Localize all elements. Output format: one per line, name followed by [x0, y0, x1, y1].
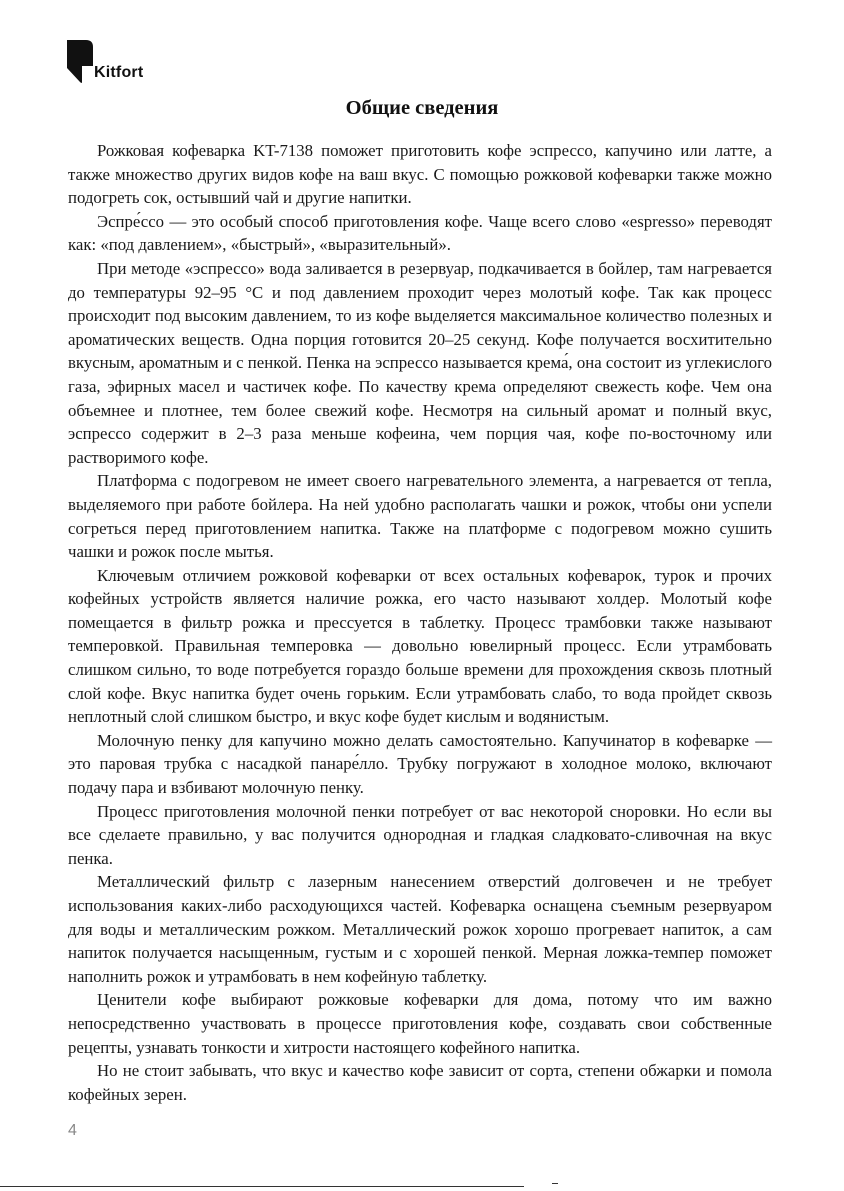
paragraph: Рожковая кофеварка KT-7138 поможет приготовить кофе эспрессо, капучино или латте, а также множество других видов кофе на ваш вкус. С помощью рожковой кофеварки также можно подогреть сок, остывший чай и другие напитки. [68, 141, 772, 208]
page-number: 4 [68, 1122, 77, 1139]
paragraph: Но не стоит забывать, что вкус и качество кофе зависит от сорта, степени обжарки и помола кофейных зерен. [68, 1061, 772, 1104]
brand-logo [67, 40, 167, 86]
paragraph: Эспре́ссо — это особый способ приготовления кофе. Чаще всего слово «espresso» переводят как: «под давлением», «быстрый», «выразительный». [68, 211, 772, 255]
crop-mark [552, 1183, 558, 1187]
paragraph: Платформа с подогревом не имеет своего нагревательного элемента, а нагревается от тепла, выделяемого при работе бойлера. На ней удобно располагать чашки и рожок, чтобы они успели согреться перед приготовлением напитка. Также на платформе с подогревом можно сушить чашки и рожок после мытья. [68, 471, 772, 562]
paragraph: Ключевым отличием рожковой кофеварки от всех остальных кофеварок, турок и прочих кофейных устройств является наличие рожка, его часто называют холдер. Молотый кофе помещается в фильтр рожка и прессуется в таблетку. Процесс трамбовки также называют темперовкой. Правильная темперовка — довольно ювелирный процесс. Если утрамбовать слишком сильно, то воде потребуется гораздо больше времени для прохождения сквозь плотный слой кофе. Вкус напитка будет очень горьким. Если утрамбовать слабо, то вода пройдет сквозь неплотный слой слишком быстро, и вкус кофе будет кислым и водянистым. [68, 565, 772, 727]
paragraph: Металлический фильтр с лазерным нанесением отверстий долговечен и не требует использования каких-либо расходующихся частей. Кофеварка оснащена съемным резервуаром для воды и металлическим рожком. Металлический рожок хорошо прогревает напиток, а сам напиток получается насыщенным, густым и с хорошей пенкой. Мерная ложка-темпер поможет наполнить рожок и утрамбовать в нем кофейную таблетку. [68, 872, 772, 986]
paragraph: При методе «эспрессо» вода заливается в резервуар, подкачивается в бойлер, там нагревается до температуры 92–95 °C и под давлением проходит через молотый кофе. Так как процесс происходит под высоким давлением, то из кофе выделяется максимальное количество полезных и ароматических веществ. Одна порция готовится 20–25 секунд. Кофе получается восхитительно вкусным, ароматным и с пенкой. Пенка на эспрессо называется крема́, она состоит из углекислого газа, эфирных масел и частичек кофе. По качеству крема определяют свежесть кофе. Чем она объемнее и плотнее, тем более свежий кофе. Несмотря на сильный аромат и полный вкус, эспрессо содержит в 2–3 раза меньше кофеина, чем порция чая, кофе по-восточному или растворимого кофе. [68, 258, 772, 467]
bottom-divider [0, 1186, 524, 1187]
body-text [68, 139, 772, 1106]
paragraph: Процесс приготовления молочной пенки потребует от вас некоторой сноровки. Но если вы все сделаете правильно, у вас получится однородная и гладкая сладковато-сливочная на вкус пенка. [68, 801, 772, 868]
kitfort-logo-icon [67, 40, 93, 84]
page-title: Общие сведения [345, 97, 499, 119]
paragraph: Ценители кофе выбирают рожковые кофеварки для дома, потому что им важно непосредственно участвовать в процессе приготовления кофе, создавать свои собственные рецепты, узнавать тонкости и хитрости настоящего кофейного напитка. [68, 990, 772, 1057]
paragraph: Молочную пенку для капучино можно делать самостоятельно. Капучинатор в кофеварке — это паровая трубка с насадкой панаре́лло. Трубку погружают в холодное молоко, включают подачу пара и взбивают молочную пенку. [68, 730, 772, 798]
brand-name: Kitfort [94, 64, 144, 81]
